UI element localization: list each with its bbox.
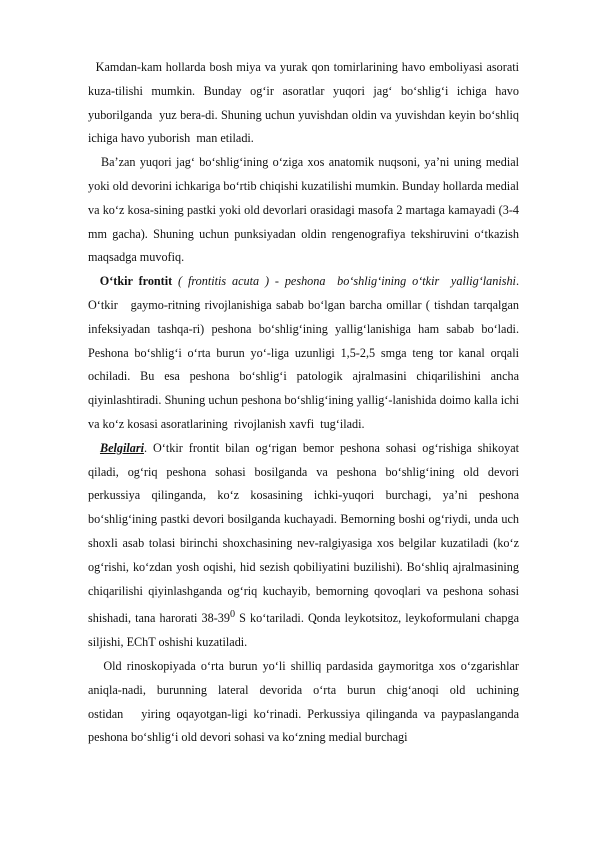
paragraph-text: Ba’zan yuqori jag‘ bo‘shlig‘ining o‘ziga xos anatomik nuqsoni, ya’ni uning medial yoki old devorini ichkariga bo‘rtib chiqishi kuzatilishi mumkin. Bunday hollarda medial va ko‘z kosa-sining pastki yoki old devorlari orasidagi masofa 2 martaga kamayadi (3-4 mm gacha). Shuning uchun punksiyadan oldin rengenografiya tekshiruvini o‘tkazish maqsadga muvofiq.	[88, 155, 519, 265]
paragraph-acute-frontitis	[88, 270, 519, 437]
paragraph-text: Old rinoskopiyada o‘rta burun yo‘li shilliq pardasida gaymoritga xos o‘zgarishlar aniqla-nadi, burunning lateral devorida o‘rta burun chig‘anoqi old uchining ostidan yiring oqayotgan-ligi ko‘rinadi. Perkussiya qilinganda va paypaslanganda peshona bo‘shlig‘i old devori sohasi va ko‘zning medial burchagi	[88, 658, 519, 745]
paragraph-text: S ko‘tariladi. Qonda leykotsitoz, leykoformulani chapga siljishi, EChT oshishi kuzatiladi.	[88, 611, 519, 650]
document-page	[88, 56, 519, 750]
paragraph-air-embolism	[88, 56, 519, 151]
paragraph-text: . O‘tkir frontit bilan og‘rigan bemor peshona sohasi og‘rishiga shikoyat qiladi, og‘riq peshona sohasi bosilganda va peshona bo‘shlig‘ining old devori perkussiya qilinganda, ko‘z kosasining ichki-yuqori burchagi, ya’ni peshona bo‘shlig‘ining pastki devori bosilganda kuchayadi. Bemorning boshi og‘riydi, unda uch shoxli asab tolasi birinchi shoxchasining nev-ralgiyasiga xos belgilar kuzatiladi (ko‘z og‘rishi, ko‘zdan yosh oqishi, hid sezish qobiliyatini buzilishi). Bo‘shliq ajralmasining chiqarilishi qiyinlashganda og‘riq kuchayib, bemorning qovoqlari va peshona sohasi shishadi, tana harorati 38-39	[88, 440, 519, 626]
degree-superscript: 0	[229, 609, 236, 621]
paragraph-rhinoscopy	[88, 655, 519, 750]
term-symptoms: Belgilari	[99, 440, 144, 455]
paragraph-text: . O‘tkir gaymo-ritning rivojlanishiga sabab bo‘lgan barcha omillar ( tishdan tarqalgan infeksiyadan tashqa-ri) peshona bo‘shlig‘ining yallig‘lanishiga ham sabab bo‘ladi. Peshona bo‘shlig‘i o‘rta burun yo‘-liga uzunligi 1,5-2,5 smga teng tor kanal orqali ochiladi. Bu esa peshona bo‘shlig‘i patologik ajralmasini chiqarilishini ancha qiyinlashtiradi. Shuning uchun peshona bo‘shlig‘ining yallig‘-lanishida doimo kalla ichi va ko‘z kosasi asoratlarining rivojlanish xavfi tug‘iladi.	[88, 274, 519, 431]
term-definition: ( frontitis acuta ) - peshona bo‘shlig‘ining o‘tkir yallig‘lanishi	[172, 274, 516, 289]
term-acute-frontitis: O‘tkir frontit	[88, 274, 173, 289]
paragraph-text: Kamdan-kam hollarda bosh miya va yurak qon tomirlarining havo emboliyasi asorati kuza-tilishi mumkin. Bunday og‘ir asoratlar yuqori jag‘ bo‘shlig‘i ichiga havo yuborilganda yuz bera-di. Shuning uchun yuvishdan oldin va yuvishdan keyin bo‘shliq ichiga havo yuborish man etiladi.	[88, 60, 519, 146]
paragraph-anatomic-defect	[88, 151, 519, 270]
paragraph-symptoms	[88, 437, 519, 655]
